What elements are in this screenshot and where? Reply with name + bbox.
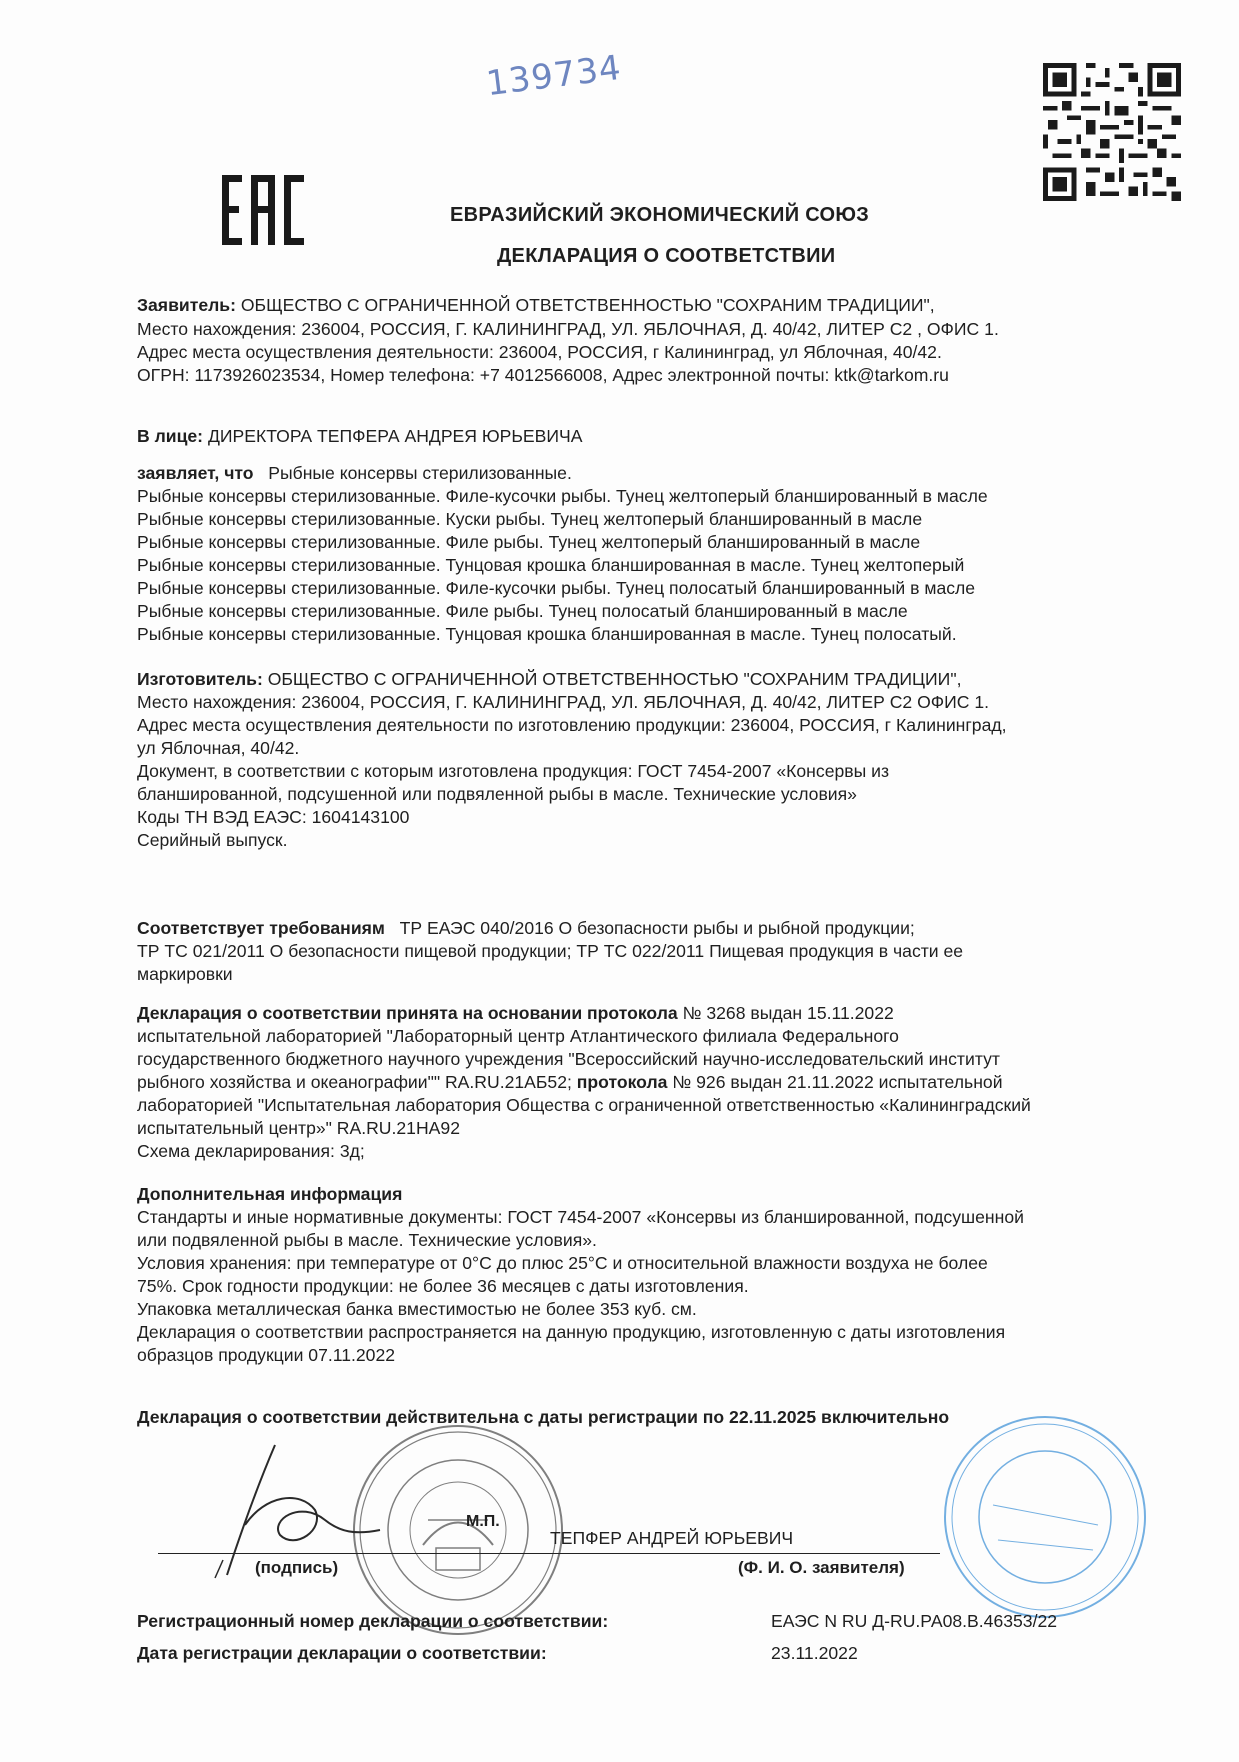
basis-detail: лабораторией "Испытательная лаборатория Общества с ограниченной ответственностью «Калининградский: [137, 1095, 1031, 1115]
certification-stamp-icon: [938, 1410, 1152, 1624]
declares-line: [137, 462, 572, 485]
manufacturer-detail: ул Яблочная, 40/42.: [137, 738, 300, 758]
additional-info-line: Упаковка металлическая банка вместимостью не более 353 куб. см.: [137, 1299, 697, 1319]
registration-date-value: 23.11.2022: [771, 1643, 858, 1663]
product-line: Рыбные консервы стерилизованные. Тунцовая крошка бланшированная в масле. Тунец полосатый.: [137, 624, 957, 644]
compliance-value: ТР ЕАЭС 040/2016 О безопасности рыбы и рыбной продукции;: [399, 918, 915, 938]
applicant-activity-address: Адрес места осуществления деятельности: 236004, РОССИЯ, г Калининград, ул Яблочная, 40/42.: [137, 342, 942, 362]
compliance-line: [137, 917, 915, 940]
applicant-line: [137, 294, 935, 317]
additional-info-heading: Дополнительная информация: [137, 1184, 403, 1204]
signer-name: ТЕПФЕР АНДРЕЙ ЮРЬЕВИЧ: [550, 1528, 794, 1548]
manufacturer-detail: Коды ТН ВЭД ЕАЭС: 1604143100: [137, 807, 410, 827]
additional-info-line: Условия хранения: при температуре от 0°С до плюс 25°С и относительной влажности воздуха не более: [137, 1253, 988, 1273]
name-caption: (Ф. И. О. заявителя): [738, 1558, 905, 1577]
eac-logo-icon: [222, 175, 306, 245]
additional-info-line: образцов продукции 07.11.2022: [137, 1345, 396, 1365]
compliance-label: Соответствует требованиям: [137, 918, 385, 938]
handwritten-number: 139734: [484, 47, 624, 105]
declaration-scheme: Схема декларирования: 3д;: [137, 1141, 365, 1161]
manufacturer-detail: Серийный выпуск.: [137, 830, 288, 850]
applicant-contacts: ОГРН: 1173926023534, Номер телефона: +7 4012566008, Адрес электронной почты: ktk@tarkom.ru: [137, 365, 949, 385]
compliance-detail: ТР ТС 021/2011 О безопасности пищевой продукции; ТР ТС 022/2011 Пищевая продукция в части ее: [137, 941, 964, 961]
additional-info-line: 75%. Срок годности продукции: не более 36 месяцев с даты изготовления.: [137, 1276, 749, 1296]
union-title: ЕВРАЗИЙСКИЙ ЭКОНОМИЧЕСКИЙ СОЮЗ: [450, 204, 870, 226]
representative-label: В лице:: [137, 426, 204, 446]
basis-line: [137, 1002, 894, 1025]
signature-caption: (подпись): [255, 1558, 339, 1577]
additional-info-line: или подвяленной рыбы в масле. Технические условия».: [137, 1230, 597, 1250]
basis-label: Декларация о соответствии принята на основании протокола: [137, 1003, 678, 1023]
product-line: Рыбные консервы стерилизованные. Филе рыбы. Тунец полосатый бланшированный в масле: [137, 601, 908, 621]
basis-detail: испытательной лабораторией "Лабораторный центр Атлантического филиала Федерального: [137, 1026, 899, 1046]
manufacturer-detail: Место нахождения: 236004, РОССИЯ, Г. КАЛИНИНГРАД, УЛ. ЯБЛОЧНАЯ, Д. 40/42, ЛИТЕР С2 ОФИС 1.: [137, 692, 990, 712]
product-line: Рыбные консервы стерилизованные. Куски рыбы. Тунец желтоперый бланшированный в масле: [137, 509, 923, 529]
name-line: [548, 1553, 940, 1554]
registration-number-label: Регистрационный номер декларации о соответствии:: [137, 1611, 609, 1631]
registration-number-value: ЕАЭС N RU Д-RU.РА08.В.46353/22: [771, 1611, 1058, 1631]
manufacturer-name: ОБЩЕСТВО С ОГРАНИЧЕННОЙ ОТВЕТСТВЕННОСТЬЮ "СОХРАНИМ ТРАДИЦИИ",: [267, 669, 962, 689]
qr-code-icon: [1043, 63, 1181, 201]
applicant-name: ОБЩЕСТВО С ОГРАНИЧЕННОЙ ОТВЕТСТВЕННОСТЬЮ "СОХРАНИМ ТРАДИЦИИ",: [240, 295, 935, 315]
product-line: Рыбные консервы стерилизованные. Филе рыбы. Тунец желтоперый бланшированный в масле: [137, 532, 921, 552]
product-line: Рыбные консервы стерилизованные. Филе-кусочки рыбы. Тунец полосатый бланшированный в масле: [137, 578, 976, 598]
manufacturer-label: Изготовитель:: [137, 669, 263, 689]
manufacturer-detail: Документ, в соответствии с которым изготовлена продукция: ГОСТ 7454-2007 «Консервы из: [137, 761, 890, 781]
manufacturer-detail: бланшированной, подсушенной или подвяленной рыбы в масле. Технические условия»: [137, 784, 857, 804]
basis-detail: государственного бюджетного научного учреждения "Всероссийский научно-исследовательский институт: [137, 1049, 1000, 1069]
basis-detail: испытательный центр»" RA.RU.21НА92: [137, 1118, 460, 1138]
representative-value: ДИРЕКТОРА ТЕПФЕРА АНДРЕЯ ЮРЬЕВИЧА: [207, 426, 583, 446]
additional-info-line: Стандарты и иные нормативные документы: ГОСТ 7454-2007 «Консервы из бланшированной, подсушенной: [137, 1207, 1024, 1227]
additional-info-line: Декларация о соответствии распространяется на данную продукцию, изготовленную с даты изготовления: [137, 1322, 1006, 1342]
seal-mark-label: М.П.: [466, 1513, 500, 1530]
compliance-detail: маркировки: [137, 964, 233, 984]
applicant-label: Заявитель:: [137, 295, 236, 315]
applicant-address: Место нахождения: 236004, РОССИЯ, Г. КАЛИНИНГРАД, УЛ. ЯБЛОЧНАЯ, Д. 40/42, ЛИТЕР С2 , ОФИС 1.: [137, 319, 999, 339]
signature-line: [158, 1553, 548, 1554]
basis-protocol-label: протокола: [576, 1072, 668, 1092]
product-line: Рыбные консервы стерилизованные. Тунцовая крошка бланшированная в масле. Тунец желтоперый: [137, 555, 965, 575]
manufacturer-detail: Адрес места осуществления деятельности по изготовлению продукции: 236004, РОССИЯ, г Калининград,: [137, 715, 1007, 735]
registration-date-label: Дата регистрации декларации о соответствии:: [137, 1643, 547, 1663]
basis-detail: [137, 1071, 1003, 1094]
declares-label: заявляет, что: [137, 463, 254, 483]
document-title: ДЕКЛАРАЦИЯ О СООТВЕТСТВИИ: [497, 245, 836, 267]
manufacturer-line: [137, 668, 961, 691]
declares-first: Рыбные консервы стерилизованные.: [268, 463, 572, 483]
basis-detail-c: № 926 выдан 21.11.2022 испытательной: [667, 1072, 1003, 1092]
representative-line: [137, 425, 583, 448]
validity-statement: Декларация о соответствии действительна с даты регистрации по 22.11.2025 включительно: [137, 1407, 950, 1427]
basis-detail-a: рыбного хозяйства и океанографии"" RA.RU.21АБ52;: [137, 1072, 577, 1092]
basis-value: № 3268 выдан 15.11.2022: [682, 1003, 894, 1023]
product-line: Рыбные консервы стерилизованные. Филе-кусочки рыбы. Тунец желтоперый бланшированный в масле: [137, 486, 988, 506]
